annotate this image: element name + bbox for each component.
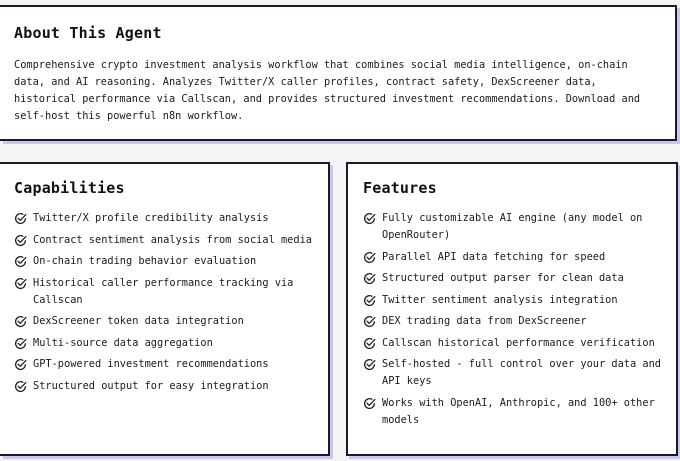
feature-label: Parallel API data fetching for speed xyxy=(382,250,606,263)
feature-item xyxy=(363,395,666,429)
capability-label: GPT-powered investment recommendations xyxy=(33,358,269,370)
capability-item xyxy=(14,313,318,330)
feature-item xyxy=(363,249,666,266)
feature-item xyxy=(363,292,666,309)
about-title: About This Agent xyxy=(14,24,162,42)
capability-item xyxy=(14,253,318,270)
features-title: Features xyxy=(363,179,437,197)
feature-item xyxy=(363,335,666,352)
check-circle-icon xyxy=(14,212,27,225)
features-list xyxy=(363,210,666,429)
features-card xyxy=(346,162,678,456)
check-circle-icon xyxy=(14,234,27,247)
feature-label: Structured output parser for clean data xyxy=(382,272,624,284)
capability-label: Contract sentiment analysis from social media xyxy=(33,233,312,246)
feature-item xyxy=(363,270,666,287)
feature-item xyxy=(363,356,666,390)
capability-label: Multi-source data aggregation xyxy=(33,336,213,349)
feature-label: Callscan historical performance verification xyxy=(382,336,655,349)
capabilities-card xyxy=(0,162,330,456)
capability-label: DexScreener token data integration xyxy=(33,315,244,327)
check-circle-icon xyxy=(14,358,27,371)
capability-item xyxy=(14,232,318,249)
check-circle-icon xyxy=(14,255,27,268)
about-agent-card xyxy=(0,5,677,141)
check-circle-icon xyxy=(363,251,376,264)
about-description: Comprehensive crypto investment analysis workflow that combines social media intelligence, on-chain data, and AI reasoning. Analyzes Twitter/X caller profiles, contract safety, DexScreener data, historical performance via Callscan, and provides structured investment recommendations. Download and self-host this powerful n8n workflow. xyxy=(14,59,641,122)
check-circle-icon xyxy=(14,380,27,393)
feature-label: DEX trading data from DexScreener xyxy=(382,315,587,327)
check-circle-icon xyxy=(363,358,376,371)
feature-label: Works with OpenAI, Anthropic, and 100+ other models xyxy=(382,396,655,426)
capability-label: Historical caller performance tracking via Callscan xyxy=(33,276,294,306)
feature-item xyxy=(363,313,666,330)
feature-label: Fully customizable AI engine (any model on OpenRouter) xyxy=(382,212,643,241)
check-circle-icon xyxy=(363,315,376,328)
capability-label: Structured output for easy integration xyxy=(33,379,269,392)
capability-item xyxy=(14,210,318,227)
capability-item xyxy=(14,335,318,352)
feature-label: Twitter sentiment analysis integration xyxy=(382,293,618,306)
capability-item xyxy=(14,378,318,395)
feature-label: Self-hosted - full control over your data and API keys xyxy=(382,358,661,387)
check-circle-icon xyxy=(14,337,27,350)
capabilities-title: Capabilities xyxy=(14,179,125,197)
capability-item xyxy=(14,356,318,373)
capability-label: Twitter/X profile credibility analysis xyxy=(33,212,269,224)
capability-label: On-chain trading behavior evaluation xyxy=(33,255,257,267)
check-circle-icon xyxy=(363,337,376,350)
capability-item xyxy=(14,275,318,309)
check-circle-icon xyxy=(363,397,376,410)
check-circle-icon xyxy=(363,294,376,307)
capabilities-list xyxy=(14,210,318,395)
check-circle-icon xyxy=(363,272,376,285)
check-circle-icon xyxy=(14,315,27,328)
check-circle-icon xyxy=(14,277,27,290)
check-circle-icon xyxy=(363,212,376,225)
feature-item xyxy=(363,210,666,244)
